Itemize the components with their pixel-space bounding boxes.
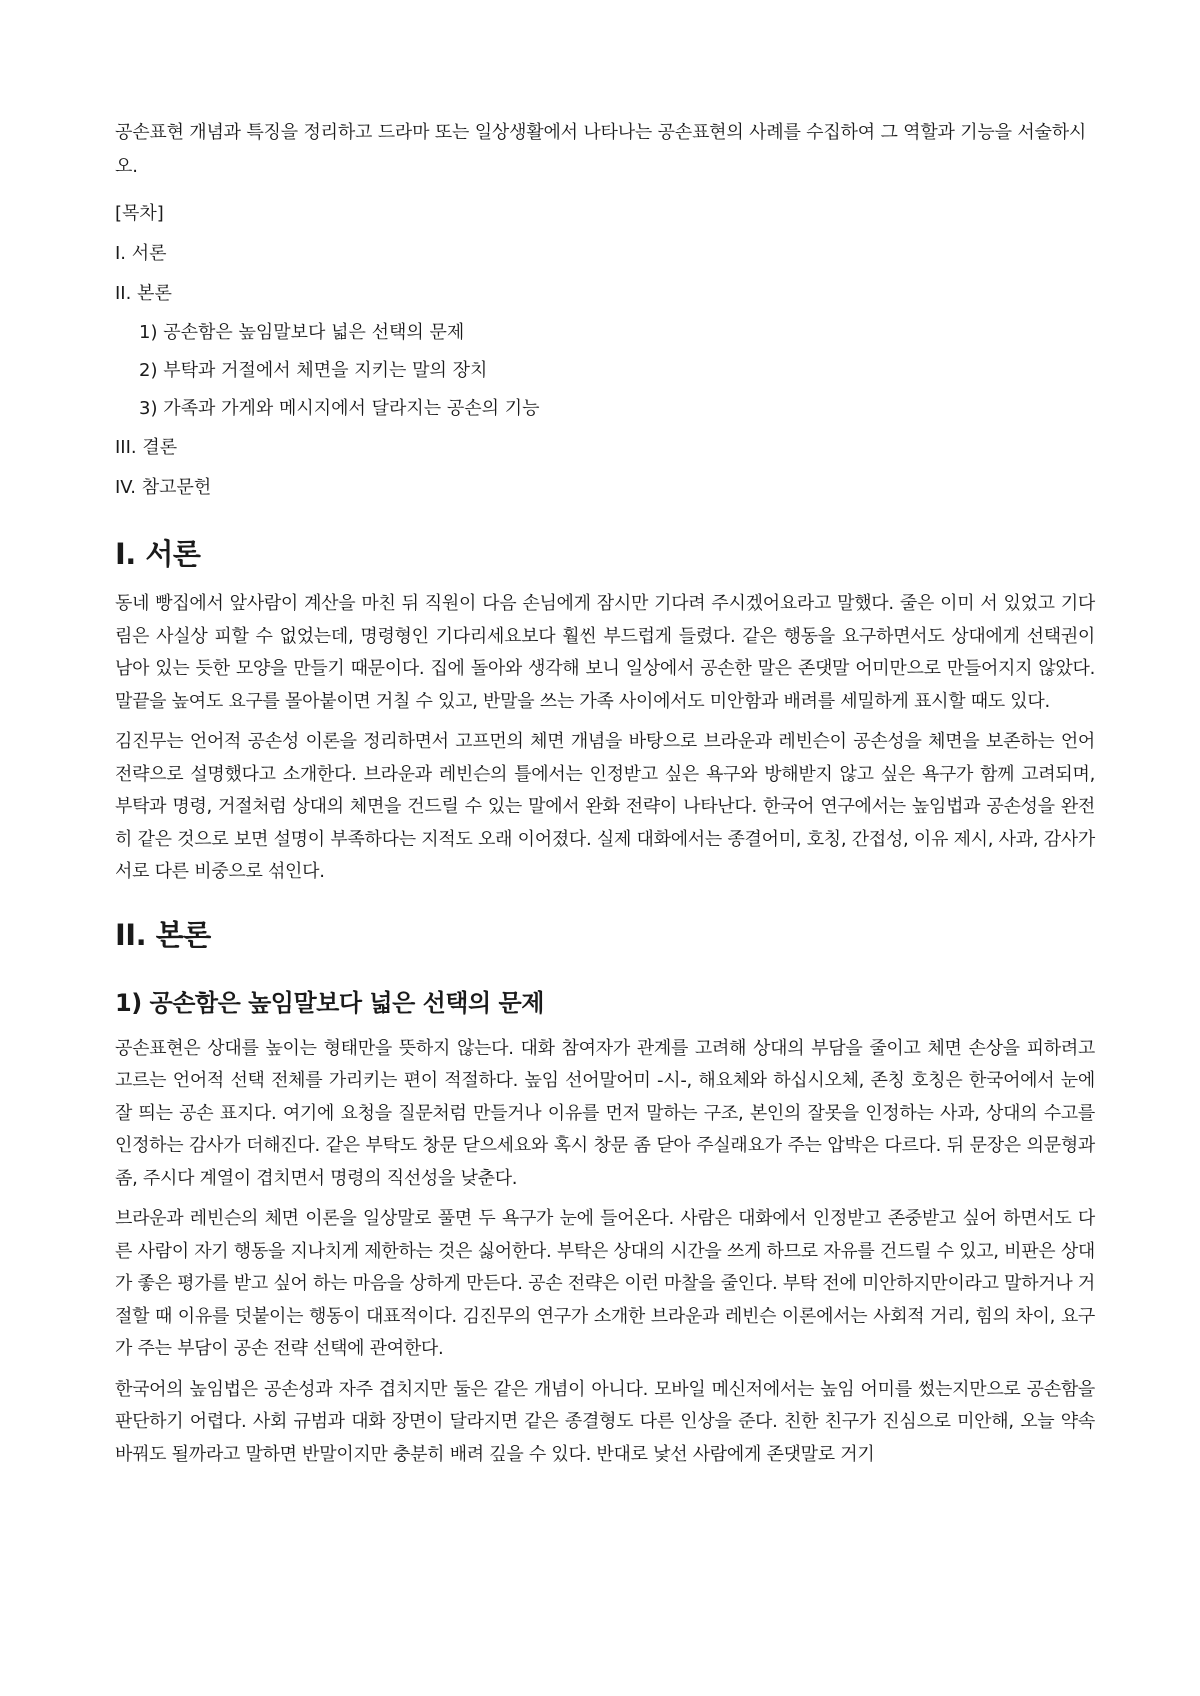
subsection-1-paragraph: 공손표현은 상대를 높이는 형태만을 뜻하지 않는다. 대화 참여자가 관계를 고려해 상대의 부담을 줄이고 체면 손상을 피하려고 고르는 언어적 선택 전체를 가리키는 편이 적절하다. 높임 선어말어미 -시-, 해요체와 하십시오체, 존칭 호칭은 한국어에서 눈에 잘 띄는 공손 표지다. 여기에 요청을 질문처럼 만들거나 이유를 먼저 말하는 구조, 본인의 잘못을 인정하는 사과, 상대의 수고를 인정하는 감사가 더해진다. 같은 부탁도 창문 닫으세요와 혹시 창문 좀 닫아 주실래요가 주는 압박은 다르다. 뒤 문장은 의문형과 좀, 주시다 계열이 겹치면서 명령의 직선성을 낮춘다. <box>115 1037 1095 1189</box>
subsection-1-heading: 1) 공손함은 높임말보다 넓은 선택의 문제 <box>115 988 544 1017</box>
toc-item-conclusion: III. 결론 <box>115 437 178 458</box>
toc-subitem-1: 1) 공손함은 높임말보다 넓은 선택의 문제 <box>139 322 465 343</box>
table-of-contents <box>115 194 1095 508</box>
toc-subitem-3: 3) 가족과 가게와 메시지에서 달라지는 공손의 기능 <box>139 398 540 419</box>
body-heading: II. 본론 <box>115 917 211 952</box>
toc-item-references: IV. 참고문헌 <box>115 477 212 498</box>
toc-title: [목차] <box>115 203 164 224</box>
intro-paragraph: 김진무는 언어적 공손성 이론을 정리하면서 고프먼의 체면 개념을 바탕으로 브라운과 레빈슨이 공손성을 체면을 보존하는 언어 전략으로 설명했다고 소개한다. 브라운과 레빈슨의 틀에서는 인정받고 싶은 욕구와 방해받지 않고 싶은 욕구가 함께 고려되며, 부탁과 명령, 거절처럼 상대의 체면을 건드릴 수 있는 말에서 완화 전략이 나타난다. 한국어 연구에서는 높임법과 공손성을 완전히 같은 것으로 보면 설명이 부족하다는 지적도 오래 이어졌다. 실제 대화에서는 종결어미, 호칭, 간접성, 이유 제시, 사과, 감사가 서로 다른 비중으로 섞인다. <box>115 731 1095 882</box>
toc-subitem-2: 2) 부탁과 거절에서 체면을 지키는 말의 장치 <box>139 360 488 381</box>
toc-list <box>115 234 1095 508</box>
toc-item-introduction: I. 서론 <box>115 243 167 264</box>
subsection-1-paragraph: 한국어의 높임법은 공손성과 자주 겹치지만 둘은 같은 개념이 아니다. 모바일 메신저에서는 높임 어미를 썼는지만으로 공손함을 판단하기 어렵다. 사회 규범과 대화 장면이 달라지면 같은 종결형도 다른 인상을 준다. 친한 친구가 진심으로 미안해, 오늘 약속 바꿔도 될까라고 말하면 반말이지만 충분히 배려 깊을 수 있다. 반대로 낯선 사람에게 존댓말로 거기 <box>115 1378 1095 1465</box>
document-page <box>115 116 1095 1479</box>
intro-heading: I. 서론 <box>115 537 201 571</box>
intro-paragraph: 동네 빵집에서 앞사람이 계산을 마친 뒤 직원이 다음 손님에게 잠시만 기다려 주시겠어요라고 말했다. 줄은 이미 서 있었고 기다림은 사실상 피할 수 없었는데, 명령형인 기다리세요보다 훨씬 부드럽게 들렸다. 같은 행동을 요구하면서도 상대에게 선택권이 남아 있는 듯한 모양을 만들기 때문이다. 집에 돌아와 생각해 보니 일상에서 공손한 말은 존댓말 어미만으로 만들어지지 않았다. 말끝을 높여도 요구를 몰아붙이면 거칠 수 있고, 반말을 쓰는 가족 사이에서도 미안함과 배려를 세밀하게 표시할 때도 있다. <box>115 593 1095 712</box>
assignment-prompt: 공손표현 개념과 특징을 정리하고 드라마 또는 일상생활에서 나타나는 공손표현의 사례를 수집하여 그 역할과 기능을 서술하시오. <box>115 122 1087 177</box>
toc-item-body: II. 본론 <box>115 283 172 304</box>
subsection-1-paragraph: 브라운과 레빈슨의 체면 이론을 일상말로 풀면 두 욕구가 눈에 들어온다. 사람은 대화에서 인정받고 존중받고 싶어 하면서도 다른 사람이 자기 행동을 지나치게 제한하는 것은 싫어한다. 부탁은 상대의 시간을 쓰게 하므로 자유를 건드릴 수 있고, 비판은 상대가 좋은 평가를 받고 싶어 하는 마음을 상하게 만든다. 공손 전략은 이런 마찰을 줄인다. 부탁 전에 미안하지만이라고 말하거나 거절할 때 이유를 덧붙이는 행동이 대표적이다. 김진무의 연구가 소개한 브라운과 레빈슨 이론에서는 사회적 거리, 힘의 차이, 요구가 주는 부담이 공손 전략 선택에 관여한다. <box>115 1208 1095 1359</box>
